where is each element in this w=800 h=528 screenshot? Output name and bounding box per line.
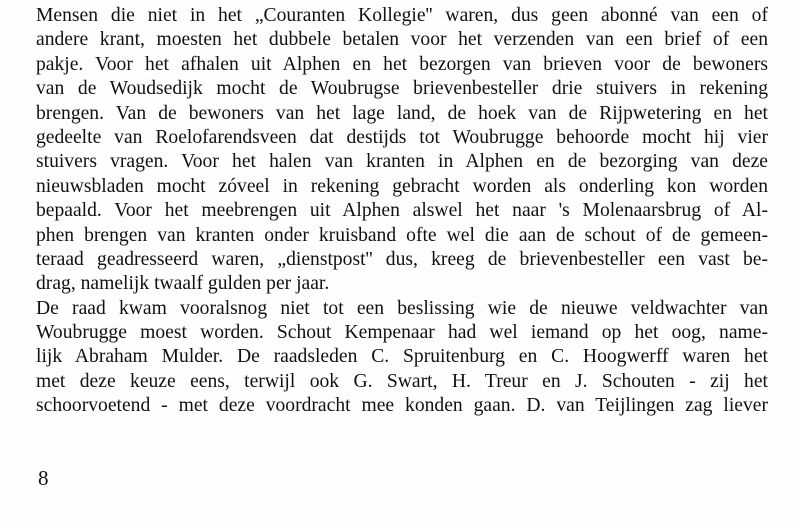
text-line: phen brengen van kranten onder kruisband ofte wel die aan de schout of de gemeen-	[36, 224, 768, 246]
text-line: De raad kwam vooralsnog niet tot een beslissing wie de nieuwe veldwachter van	[36, 297, 768, 319]
text-line: van de Woudsedijk mocht de Woubrugse brievenbesteller drie stuivers in rekening	[36, 78, 768, 100]
text-line: Mensen die niet in het „Couranten Kollegie'' waren, dus geen abonné van een of	[36, 5, 768, 26]
body-text	[36, 4, 768, 419]
text-line: andere krant, moesten het dubbele betalen voor het verzenden van een brief of een	[36, 29, 768, 51]
page-number: 8	[38, 466, 49, 490]
text-line: schoorvoetend - met deze voordracht mee konden gaan. D. van Teijlingen zag liever	[36, 395, 768, 417]
text-line: met deze keuze eens, terwijl ook G. Swart, H. Treur en J. Schouten - zij het	[36, 370, 768, 392]
text-line: gedeelte van Roelofarendsveen dat destijds tot Woubrugge behoorde mocht hij vier	[36, 126, 768, 148]
text-line: pakje. Voor het afhalen uit Alphen en het bezorgen van brieven voor de bewoners	[36, 53, 768, 75]
text-line: lijk Abraham Mulder. De raadsleden C. Spruitenburg en C. Hoogwerff waren het	[36, 346, 768, 368]
text-line: teraad geadresseerd waren, „dienstpost'' dus, kreeg de brievenbesteller een vast be-	[36, 248, 768, 270]
text-line: Woubrugge moest worden. Schout Kempenaar had wel iemand op het oog, name-	[36, 322, 768, 344]
text-line: nieuwsbladen mocht zóveel in rekening gebracht worden als onderling kon worden	[36, 175, 768, 197]
text-line: bepaald. Voor het meebrengen uit Alphen alswel het naar 's Molenaarsbrug of Al-	[36, 200, 768, 222]
text-line: drag, namelijk twaalf gulden per jaar.	[36, 273, 330, 295]
text-line: brengen. Van de bewoners van het lage land, de hoek van de Rijpwetering en het	[36, 102, 768, 124]
text-line: stuivers vragen. Voor het halen van kranten in Alphen en de bezorging van deze	[36, 151, 768, 173]
